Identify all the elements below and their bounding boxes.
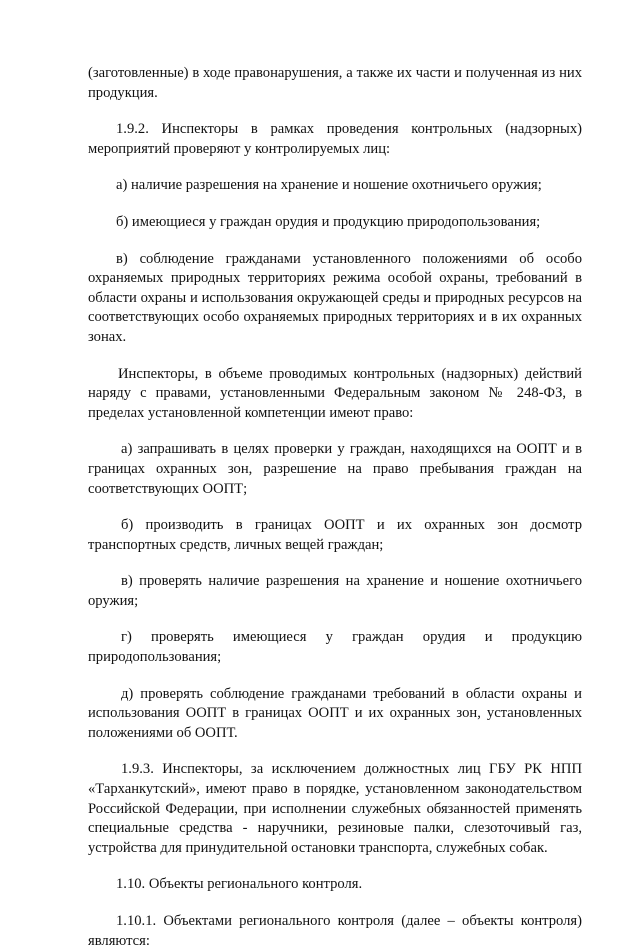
rights-item-v-check-weapon-permit: в) проверять наличие разрешения на хранение и ношение охотничьего оружия; (88, 573, 582, 609)
paragraph-1-10-1: 1.10.1. Объектами регионального контроля (далее – объекты контроля) являются: (88, 913, 582, 949)
list-item-b-tools-and-products: б) имеющиеся у граждан орудия и продукцию природопользования; (116, 213, 541, 230)
rights-item-b-inspect-vehicles: б) производить в границах ООПТ и их охранных зон досмотр транспортных средств, личных вещей граждан; (88, 517, 582, 553)
list-item-a-hunting-weapon-permit: а) наличие разрешения на хранение и ношение охотничьего оружия; (116, 177, 542, 194)
paragraph-inspectors-rights: Инспекторы, в объеме проводимых контрольных (надзорных) действий наряду с правами, установленными Федеральным законом № 248-ФЗ, в пределах установленной компетенции имеют право: (88, 365, 582, 421)
document-page (88, 64, 582, 951)
paragraph-1-9-3: 1.9.3. Инспекторы, за исключением должностных лиц ГБУ РК НПП «Тарханкутский», имеют право в порядке, установленном законодательством Российской Федерации, при исполнении служебных обязанностей применять специальные средства - наручники, резиновые палки, слезоточивый газ, устройства для принудительной остановки транспорта, служебных собак. (88, 761, 582, 856)
paragraph-1-9-2: 1.9.2. Инспекторы в рамках проведения контрольных (надзорных) мероприятий проверяют у контролируемых лиц: (88, 121, 582, 157)
paragraph-continuation: (заготовленные) в ходе правонарушения, а также их части и полученная из них продукция. (88, 65, 582, 101)
rights-item-a-request-permit: а) запрашивать в целях проверки у граждан, находящихся на ООПТ и в границах охранных зон, разрешение на право пребывания граждан на соответствующих ООПТ; (88, 441, 582, 497)
section-heading-1-10: 1.10. Объекты регионального контроля. (116, 876, 363, 893)
rights-item-d-check-compliance: д) проверять соблюдение гражданами требований в области охраны и использования ООПТ в границах ООПТ и их охранных зон, установленных положениями об ООПТ. (88, 685, 582, 741)
rights-item-g-check-tools: г) проверять имеющиеся у граждан орудия и продукцию природопользования; (88, 629, 582, 666)
list-item-v-protected-areas-regime: в) соблюдение гражданами установленного положениями об особо охраняемых природных территориях режима особой охраны, требований в области охраны и использования окружающей среды и природных ресурсов на соответствующих особо охраняемых природных территориях и в их охранных зонах. (88, 250, 582, 345)
